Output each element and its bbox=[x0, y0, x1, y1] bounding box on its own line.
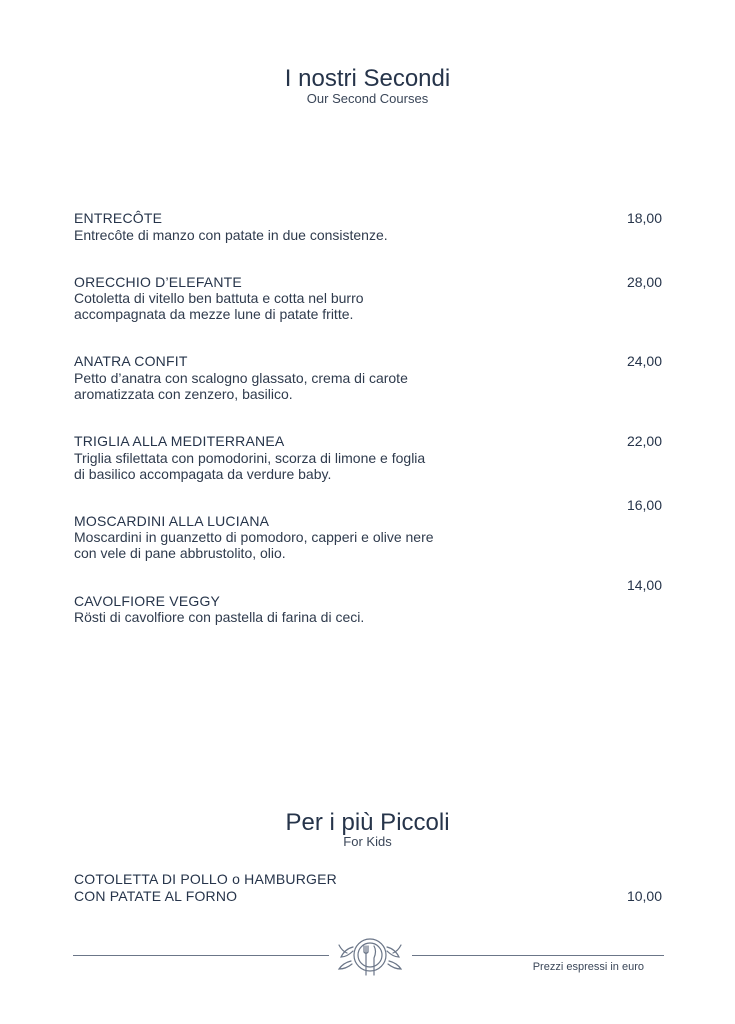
mains-title: I nostri Secondi bbox=[284, 65, 451, 92]
menu-item-price: 16,00 bbox=[626, 497, 662, 513]
kids-item-name-line1: COTOLETTA DI POLLO o HAMBURGER bbox=[74, 871, 337, 887]
kids-item-price: 10,00 bbox=[626, 888, 662, 904]
menu-item-name: ANATRA CONFIT bbox=[74, 353, 188, 369]
menu-item-price: 28,00 bbox=[626, 274, 662, 290]
menu-item-description: Entrecôte di manzo con patate in due consistenze. bbox=[74, 227, 388, 243]
menu-item-description: Triglia sfilettata con pomodorini, scorza di limone e foglia di basilico accompagata da verdure baby. bbox=[74, 450, 426, 482]
menu-item-price: 18,00 bbox=[626, 210, 662, 226]
menu-item-description: Petto d’anatra con scalogno glassato, crema di carote aromatizzata con zenzero, basilico. bbox=[74, 370, 408, 402]
mains-subtitle: Our Second Courses bbox=[306, 91, 429, 106]
menu-item-name: CAVOLFIORE VEGGY bbox=[74, 593, 221, 609]
menu-item-price: 24,00 bbox=[626, 353, 662, 369]
menu-item-name: ORECCHIO D’ELEFANTE bbox=[74, 274, 242, 290]
prices-note: Prezzi espressi in euro bbox=[532, 961, 644, 973]
menu-item-description: Moscardini in guanzetto di pomodoro, capperi e olive nere con vele di pane abbrustolito, olio. bbox=[74, 529, 434, 561]
menu-item-price: 14,00 bbox=[626, 577, 662, 593]
kids-title: Per i più Piccoli bbox=[285, 809, 450, 836]
menu-item-description: Rösti di cavolfiore con pastella di farina di ceci. bbox=[74, 609, 365, 625]
menu-item-description: Cotoletta di vitello ben battuta e cotta nel burro accompagnata da mezze lune di patate fritte. bbox=[74, 290, 364, 322]
kids-subtitle: For Kids bbox=[343, 834, 392, 849]
kids-item-name-line2: CON PATATE AL FORNO bbox=[74, 888, 238, 904]
footer-divider-right bbox=[412, 955, 664, 956]
footer-divider-left bbox=[73, 955, 329, 956]
plate-fork-knife-icon bbox=[333, 931, 407, 983]
menu-item-name: MOSCARDINI ALLA LUCIANA bbox=[74, 513, 270, 529]
menu-item-name: TRIGLIA ALLA MEDITERRANEA bbox=[74, 433, 285, 449]
menu-item-name: ENTRECÔTE bbox=[74, 210, 163, 226]
menu-item-price: 22,00 bbox=[626, 433, 662, 449]
